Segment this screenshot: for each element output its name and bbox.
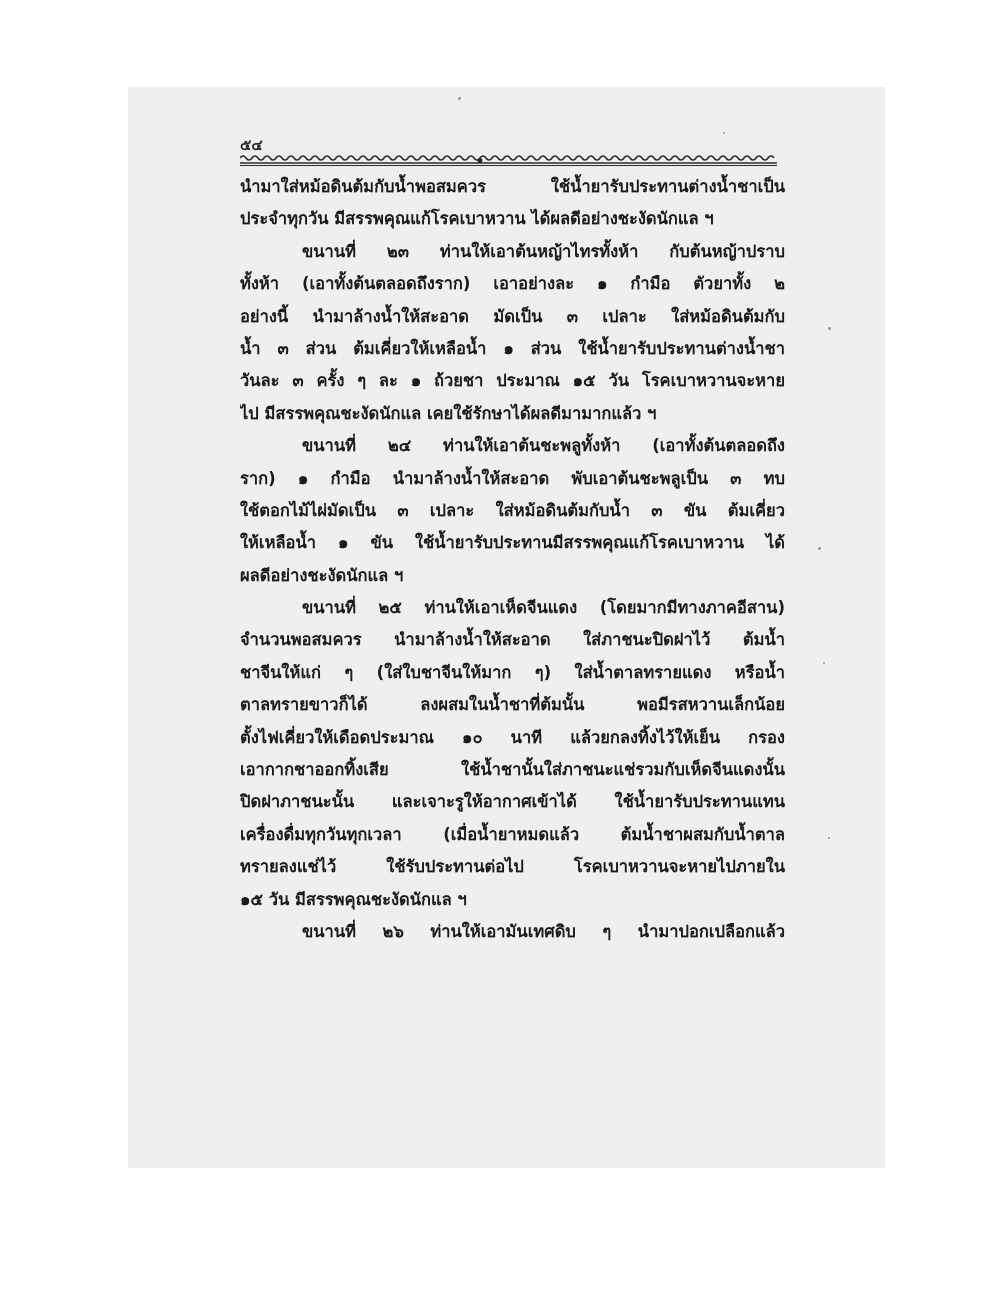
text-line: วันละ ๓ ครั้ง ๆ ละ ๑ ถ้วยชา ประมาณ ๑๕ วัน โรคเบาหวานจะหาย: [240, 371, 785, 391]
text-line: ใช้ตอกไม้ไผ่มัดเป็น ๓ เปลาะ ใส่หม้อดินต้มกับน้ำ ๓ ขัน ต้มเคี่ยว: [240, 500, 785, 520]
page-number: ๕๔: [240, 136, 263, 154]
ornamental-rule: [240, 153, 777, 167]
text-line: ตาลทรายขาวก็ได้ ลงผสมในน้ำชาที่ต้มนั้น พอมีรสหวานเล็กน้อย: [240, 695, 785, 715]
text-line: ทั้งห้า (เอาทั้งต้นตลอดถึงราก) เอาอย่างละ ๑ กำมือ ตัวยาทั้ง ๒: [240, 274, 785, 294]
dust-speck: [828, 327, 831, 330]
paragraph-first-line: ขนานที่ ๒๕ ท่านให้เอาเห็ดจีนแดง (โดยมากมีทางภาคอีสาน): [302, 598, 785, 618]
text-line: ทรายลงแช่ไว้ ใช้รับประทานต่อไป โรคเบาหวานจะหายไปภายใน: [240, 857, 785, 877]
dust-speck: [723, 132, 725, 134]
paragraph-first-line: ขนานที่ ๒๖ ท่านให้เอามันเทศดิบ ๆ นำมาปอกเปลือกแล้ว: [302, 921, 785, 941]
text-line: ตั้งไฟเคี่ยวให้เดือดประมาณ ๑๐ นาที แล้วยกลงทิ้งไว้ให้เย็น กรอง: [240, 727, 785, 747]
scanned-page: [128, 87, 885, 1168]
text-line: ให้เหลือน้ำ ๑ ขัน ใช้น้ำยารับประทานมีสรรพคุณแก้โรคเบาหวาน ได้: [240, 533, 785, 553]
dust-speck: [458, 97, 461, 100]
text-line: จำนวนพอสมควร นำมาล้างน้ำให้สะอาด ใส่ภาชนะปิดฝาไว้ ต้มน้ำ: [240, 630, 785, 650]
text-line: นำมาใส่หม้อดินต้มกับน้ำพอสมควร ใช้น้ำยารับประทานต่างน้ำชาเป็น: [240, 177, 785, 196]
dust-speck: [823, 662, 825, 664]
text-line: ๑๕ วัน มีสรรพคุณชะงัดนักแล ฯ: [240, 889, 467, 909]
text-line: ผลดีอย่างชะงัดนักแล ฯ: [240, 565, 404, 585]
text-line: ประจำทุกวัน มีสรรพคุณแก้โรคเบาหวาน ได้ผลดีอย่างชะงัดนักแล ฯ: [240, 209, 714, 229]
text-line: เครื่องดื่มทุกวันทุกเวลา (เมื่อน้ำยาหมดแล้ว ต้มน้ำชาผสมกับน้ำตาล: [240, 824, 785, 844]
text-line: เอากากชาออกทิ้งเสีย ใช้น้ำชานั้นใส่ภาชนะแช่รวมกับเห็ดจีนแดงนั้น: [240, 760, 785, 780]
text-line: น้ำ ๓ ส่วน ต้มเคี่ยวให้เหลือน้ำ ๑ ส่วน ใช้น้ำยารับประทานต่างน้ำชา: [240, 338, 785, 358]
text-line: ราก) ๑ กำมือ นำมาล้างน้ำให้สะอาด พับเอาต้นชะพลูเป็น ๓ ทบ: [240, 468, 785, 488]
text-line: อย่างนี้ นำมาล้างน้ำให้สะอาด มัดเป็น ๓ เปลาะ ใส่หม้อดินต้มกับ: [240, 306, 785, 326]
text-line: ไป มีสรรพคุณชะงัดนักแล เคยใช้รักษาได้ผลดีมามากแล้ว ฯ: [240, 403, 657, 423]
paragraph-first-line: ขนานที่ ๒๔ ท่านให้เอาต้นชะพลูทั้งห้า (เอาทั้งต้นตลอดถึง: [302, 436, 785, 456]
paragraph-first-line: ขนานที่ ๒๓ ท่านให้เอาต้นหญ้าไทรทั้งห้า กับต้นหญ้าปราบ: [302, 241, 785, 261]
text-line: ชาจีนให้แก่ ๆ (ใส่ใบชาจีนให้มาก ๆ) ใส่น้ำตาลทรายแดง หรือน้ำ: [240, 662, 785, 682]
dust-speck: [828, 837, 830, 839]
body-text: [240, 171, 785, 948]
text-line: ปิดฝาภาชนะนั้น และเจาะรูให้อากาศเข้าได้ ใช้น้ำยารับประทานแทน: [240, 792, 785, 812]
dust-speck: [818, 547, 821, 550]
